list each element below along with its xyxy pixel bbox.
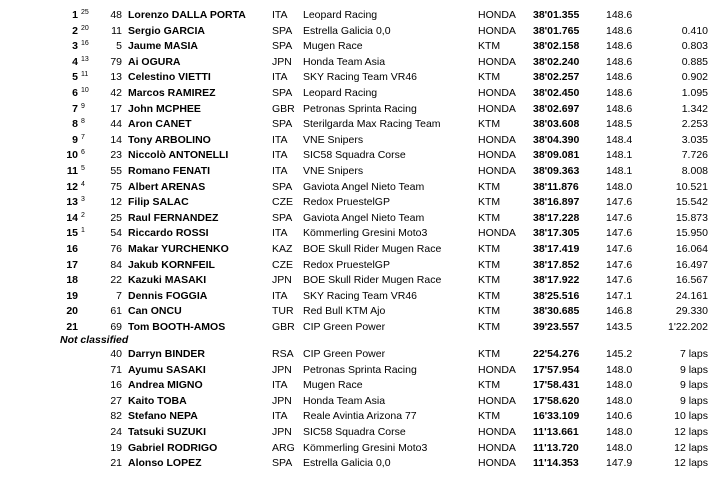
rider-name: Aron CANET xyxy=(128,118,192,131)
team-name: SKY Racing Team VR46 xyxy=(303,71,418,84)
team-name: Estrella Galicia 0,0 xyxy=(303,24,391,37)
nation: ITA xyxy=(272,133,288,146)
nation: ITA xyxy=(272,410,288,423)
result-row xyxy=(0,226,726,241)
motorcycle: KTM xyxy=(478,243,501,255)
position: 16 xyxy=(66,243,78,255)
rider-name: Kazuki MASAKI xyxy=(128,274,207,287)
rider-name: Raul FERNANDEZ xyxy=(128,211,219,224)
gap: 15.542 xyxy=(675,196,708,209)
rider-number: 55 xyxy=(110,165,122,177)
result-row xyxy=(0,148,726,163)
result-row xyxy=(0,273,726,288)
average-speed: 148.6 xyxy=(606,24,633,37)
race-time: 11'13.661 xyxy=(533,426,579,438)
nation: SPA xyxy=(272,24,293,37)
team-name: Leopard Racing xyxy=(303,87,378,99)
result-row xyxy=(0,102,726,117)
position: 18 xyxy=(66,274,78,287)
nation: CZE xyxy=(272,258,293,271)
gap: 2.253 xyxy=(681,118,708,131)
position: 8 xyxy=(72,118,78,131)
race-time: 38'03.608 xyxy=(533,118,580,131)
rider-name: Can ONCU xyxy=(128,305,182,318)
motorcycle: HONDA xyxy=(478,87,516,99)
nation: JPN xyxy=(272,426,292,438)
grid-position: 6 xyxy=(81,149,85,157)
average-speed: 147.6 xyxy=(606,227,633,240)
gap: 7 laps xyxy=(679,348,708,360)
result-row xyxy=(0,378,726,393)
motorcycle: KTM xyxy=(478,258,501,271)
motorcycle: KTM xyxy=(478,379,501,392)
motorcycle: KTM xyxy=(478,71,501,84)
grid-position: 4 xyxy=(81,180,85,188)
average-speed: 147.1 xyxy=(606,289,633,302)
motorcycle: HONDA xyxy=(478,24,516,37)
rider-number: 27 xyxy=(110,394,122,407)
gap: 1.342 xyxy=(681,102,708,115)
result-row xyxy=(0,304,726,319)
rider-number: 79 xyxy=(110,55,122,68)
gap: 12 laps xyxy=(674,457,708,470)
position: 11 xyxy=(66,165,78,177)
result-row xyxy=(0,347,726,362)
team-name: CIP Green Power xyxy=(303,348,386,360)
rider-name: Jakub KORNFEIL xyxy=(128,258,215,271)
rider-number: 14 xyxy=(110,133,122,146)
race-time: 39'23.557 xyxy=(533,321,580,333)
rider-name: Romano FENATI xyxy=(128,165,211,177)
average-speed: 148.6 xyxy=(606,71,633,84)
motorcycle: HONDA xyxy=(478,426,516,438)
position: 2 xyxy=(72,24,78,37)
motorcycle: KTM xyxy=(478,274,501,287)
race-time: 38'02.450 xyxy=(533,87,580,99)
gap: 15.950 xyxy=(675,227,708,240)
team-name: Redox PruestelGP xyxy=(303,258,390,271)
nation: ITA xyxy=(272,289,288,302)
position: 4 xyxy=(72,55,78,68)
team-name: Kömmerling Gresini Moto3 xyxy=(303,227,428,240)
race-time: 38'01.765 xyxy=(533,24,580,37)
rider-number: 17 xyxy=(110,102,122,115)
nation: SPA xyxy=(272,180,293,193)
team-name: SIC58 Squadra Corse xyxy=(303,426,406,438)
average-speed: 148.0 xyxy=(606,363,633,376)
result-row xyxy=(0,180,726,195)
nation: TUR xyxy=(272,305,294,318)
team-name: Honda Team Asia xyxy=(303,55,386,68)
result-row xyxy=(0,86,726,101)
average-speed: 145.2 xyxy=(606,348,633,360)
result-row xyxy=(0,195,726,210)
rider-name: Niccolò ANTONELLI xyxy=(128,149,229,162)
motorcycle: KTM xyxy=(478,180,501,193)
position: 21 xyxy=(66,321,78,333)
team-name: Petronas Sprinta Racing xyxy=(303,363,417,376)
rider-name: Filip SALAC xyxy=(128,196,189,209)
grid-position: 20 xyxy=(81,24,89,32)
average-speed: 143.5 xyxy=(606,321,633,333)
motorcycle: HONDA xyxy=(478,227,516,240)
team-name: BOE Skull Rider Mugen Race xyxy=(303,243,442,255)
race-time: 38'17.305 xyxy=(533,227,580,240)
average-speed: 148.6 xyxy=(606,102,633,115)
rider-name: Andrea MIGNO xyxy=(128,379,203,392)
rider-number: 69 xyxy=(110,321,122,333)
gap: 1'22.202 xyxy=(668,321,708,333)
motorcycle: HONDA xyxy=(478,441,516,454)
gap: 9 laps xyxy=(679,379,708,392)
average-speed: 148.6 xyxy=(606,9,633,21)
race-time: 16'33.109 xyxy=(533,410,580,423)
nation: ITA xyxy=(272,379,288,392)
average-speed: 148.6 xyxy=(606,55,633,68)
rider-name: Lorenzo DALLA PORTA xyxy=(128,9,246,21)
rider-number: 24 xyxy=(110,426,122,438)
motorcycle: HONDA xyxy=(478,149,516,162)
race-time: 38'30.685 xyxy=(533,305,580,318)
position: 14 xyxy=(66,211,78,224)
race-time: 38'17.228 xyxy=(533,211,580,224)
rider-name: Dennis FOGGIA xyxy=(128,289,208,302)
nation: JPN xyxy=(272,274,292,287)
motorcycle: KTM xyxy=(478,118,501,131)
motorcycle: KTM xyxy=(478,211,501,224)
gap: 12 laps xyxy=(674,426,708,438)
race-time: 38'11.876 xyxy=(533,180,579,193)
motorcycle: KTM xyxy=(478,321,501,333)
result-row xyxy=(0,70,726,85)
race-time: 38'17.922 xyxy=(533,274,580,287)
position: 19 xyxy=(66,289,78,302)
motorcycle: KTM xyxy=(478,196,501,209)
grid-position: 5 xyxy=(81,165,85,172)
result-row xyxy=(0,117,726,132)
gap: 8.008 xyxy=(681,165,708,177)
rider-name: Darryn BINDER xyxy=(128,348,206,360)
average-speed: 147.6 xyxy=(606,196,633,209)
position: 9 xyxy=(72,133,78,146)
nation: GBR xyxy=(272,102,295,115)
rider-number: 42 xyxy=(110,87,122,99)
position: 12 xyxy=(66,180,78,193)
position: 5 xyxy=(72,71,78,84)
average-speed: 148.0 xyxy=(606,180,633,193)
race-time: 38'09.363 xyxy=(533,165,580,177)
team-name: Red Bull KTM Ajo xyxy=(303,305,386,318)
nation: ITA xyxy=(272,71,288,84)
race-time: 11'13.720 xyxy=(533,441,579,454)
result-row xyxy=(0,8,726,23)
grid-position: 9 xyxy=(81,102,85,110)
average-speed: 148.0 xyxy=(606,441,633,454)
nation: ITA xyxy=(272,165,288,177)
rider-number: 19 xyxy=(110,441,122,454)
grid-position: 11 xyxy=(81,71,89,79)
result-row xyxy=(0,164,726,179)
gap: 16.064 xyxy=(675,243,708,255)
team-name: Estrella Galicia 0,0 xyxy=(303,457,391,470)
nation: SPA xyxy=(272,87,293,99)
race-time: 38'02.697 xyxy=(533,102,580,115)
rider-number: 75 xyxy=(110,180,122,193)
average-speed: 148.6 xyxy=(606,87,633,99)
gap: 0.410 xyxy=(681,24,708,37)
nation: CZE xyxy=(272,196,293,209)
motorcycle: KTM xyxy=(478,40,501,53)
gap: 3.035 xyxy=(681,133,708,146)
gap: 0.803 xyxy=(681,40,708,53)
race-time: 38'01.355 xyxy=(533,9,580,21)
position: 1 xyxy=(72,9,78,21)
result-row xyxy=(0,55,726,70)
rider-name: Jaume MASIA xyxy=(128,40,199,53)
average-speed: 147.6 xyxy=(606,211,633,224)
grid-position: 10 xyxy=(81,87,89,94)
result-row xyxy=(0,24,726,39)
motorcycle: KTM xyxy=(478,289,501,302)
rider-number: 71 xyxy=(110,363,122,376)
nation: KAZ xyxy=(272,243,293,255)
rider-number: 84 xyxy=(110,258,122,271)
grid-position: 13 xyxy=(81,55,89,63)
rider-name: Gabriel RODRIGO xyxy=(128,441,218,454)
nation: ITA xyxy=(272,9,288,21)
rider-name: Stefano NEPA xyxy=(128,410,198,423)
grid-position: 2 xyxy=(81,211,85,219)
position: 3 xyxy=(72,40,78,53)
rider-number: 22 xyxy=(110,274,122,287)
nation: ARG xyxy=(272,441,295,454)
rider-name: Tom BOOTH-AMOS xyxy=(128,321,226,333)
gap: 0.902 xyxy=(681,71,708,84)
race-time: 38'17.852 xyxy=(533,258,580,271)
rider-name: Celestino VIETTI xyxy=(128,71,211,84)
motorcycle: HONDA xyxy=(478,102,516,115)
motorcycle: HONDA xyxy=(478,457,516,470)
rider-number: 54 xyxy=(110,227,122,240)
average-speed: 147.6 xyxy=(606,258,633,271)
rider-number: 16 xyxy=(110,379,122,392)
race-time: 38'16.897 xyxy=(533,196,580,209)
motorcycle: HONDA xyxy=(478,9,516,21)
result-row xyxy=(0,39,726,54)
nation: JPN xyxy=(272,363,292,376)
nation: RSA xyxy=(272,348,294,360)
gap: 15.873 xyxy=(675,211,708,224)
not-classified-heading: Not classified xyxy=(60,334,129,346)
rider-name: Riccardo ROSSI xyxy=(128,227,209,240)
grid-position: 8 xyxy=(81,118,85,126)
team-name: Mugen Race xyxy=(303,379,363,392)
team-name: Honda Team Asia xyxy=(303,394,386,407)
average-speed: 148.1 xyxy=(606,165,633,177)
result-row xyxy=(0,242,726,257)
result-row xyxy=(0,258,726,273)
nation: ITA xyxy=(272,227,288,240)
nation: SPA xyxy=(272,40,293,53)
race-time: 38'02.257 xyxy=(533,71,580,84)
grid-position: 7 xyxy=(81,133,85,141)
team-name: SIC58 Squadra Corse xyxy=(303,149,406,162)
race-time: 11'14.353 xyxy=(533,457,579,470)
rider-name: Tony ARBOLINO xyxy=(128,133,211,146)
rider-name: Ayumu SASAKI xyxy=(128,363,206,376)
grid-position: 25 xyxy=(81,9,89,16)
rider-number: 44 xyxy=(110,118,122,131)
result-row xyxy=(0,425,726,440)
rider-number: 7 xyxy=(116,289,122,302)
motorcycle: HONDA xyxy=(478,394,516,407)
nation: JPN xyxy=(272,394,292,407)
team-name: Sterilgarda Max Racing Team xyxy=(303,118,441,131)
nation: SPA xyxy=(272,211,293,224)
rider-number: 12 xyxy=(110,196,122,209)
gap: 16.567 xyxy=(675,274,708,287)
gap: 10.521 xyxy=(675,180,708,193)
rider-number: 25 xyxy=(110,211,122,224)
rider-number: 23 xyxy=(110,149,122,162)
rider-number: 40 xyxy=(110,348,122,360)
rider-name: Makar YURCHENKO xyxy=(128,243,229,255)
gap: 29.330 xyxy=(675,305,708,318)
team-name: VNE Snipers xyxy=(303,165,364,177)
motorcycle: HONDA xyxy=(478,363,516,376)
rider-number: 82 xyxy=(110,410,122,423)
race-time: 17'58.431 xyxy=(533,379,580,392)
team-name: Leopard Racing xyxy=(303,9,378,21)
motorcycle: HONDA xyxy=(478,165,516,177)
grid-position: 16 xyxy=(81,40,89,48)
result-row xyxy=(0,456,726,471)
gap: 9 laps xyxy=(679,394,708,407)
rider-name: Kaito TOBA xyxy=(128,394,187,407)
race-time: 17'58.620 xyxy=(533,394,580,407)
gap: 9 laps xyxy=(679,363,708,376)
team-name: Reale Avintia Arizona 77 xyxy=(303,410,417,423)
average-speed: 148.6 xyxy=(606,40,633,53)
result-row xyxy=(0,211,726,226)
average-speed: 140.6 xyxy=(606,410,633,423)
rider-number: 48 xyxy=(110,9,122,21)
result-row xyxy=(0,441,726,456)
race-time: 38'02.240 xyxy=(533,55,580,68)
rider-name: Albert ARENAS xyxy=(128,180,206,193)
team-name: Mugen Race xyxy=(303,40,363,53)
position: 17 xyxy=(66,258,78,271)
race-time: 22'54.276 xyxy=(533,348,580,360)
average-speed: 148.0 xyxy=(606,394,633,407)
nation: SPA xyxy=(272,457,293,470)
average-speed: 148.5 xyxy=(606,118,633,131)
rider-number: 21 xyxy=(110,457,122,470)
rider-number: 13 xyxy=(110,71,122,84)
grid-position: 3 xyxy=(81,196,85,204)
gap: 0.885 xyxy=(681,55,708,68)
gap: 12 laps xyxy=(674,441,708,454)
team-name: Gaviota Angel Nieto Team xyxy=(303,180,425,193)
rider-number: 61 xyxy=(110,305,122,318)
team-name: Kömmerling Gresini Moto3 xyxy=(303,441,428,454)
gap: 10 laps xyxy=(674,410,708,423)
race-time: 38'25.516 xyxy=(533,289,580,302)
rider-name: Alonso LOPEZ xyxy=(128,457,202,470)
grid-position: 1 xyxy=(81,227,85,235)
team-name: SKY Racing Team VR46 xyxy=(303,289,418,302)
motorcycle: KTM xyxy=(478,305,501,318)
race-time: 38'04.390 xyxy=(533,133,580,146)
motorcycle: KTM xyxy=(478,410,501,423)
team-name: Redox PruestelGP xyxy=(303,196,390,209)
nation: ITA xyxy=(272,149,288,162)
nation: SPA xyxy=(272,118,293,131)
team-name: Petronas Sprinta Racing xyxy=(303,102,417,115)
rider-name: Ai OGURA xyxy=(128,55,181,68)
average-speed: 147.9 xyxy=(606,457,633,470)
average-speed: 148.4 xyxy=(606,133,633,146)
race-time: 17'57.954 xyxy=(533,363,580,376)
position: 7 xyxy=(72,102,78,115)
motorcycle: HONDA xyxy=(478,55,516,68)
result-row xyxy=(0,409,726,424)
rider-name: Marcos RAMIREZ xyxy=(128,87,216,99)
position: 6 xyxy=(72,87,78,99)
team-name: Gaviota Angel Nieto Team xyxy=(303,211,425,224)
average-speed: 146.8 xyxy=(606,305,633,318)
race-time: 38'02.158 xyxy=(533,40,580,53)
position: 10 xyxy=(66,149,78,162)
average-speed: 148.0 xyxy=(606,379,633,392)
result-row xyxy=(0,394,726,409)
team-name: VNE Snipers xyxy=(303,133,364,146)
average-speed: 147.6 xyxy=(606,274,633,287)
rider-number: 5 xyxy=(116,40,122,53)
average-speed: 148.0 xyxy=(606,426,633,438)
team-name: CIP Green Power xyxy=(303,321,386,333)
nation: JPN xyxy=(272,55,292,68)
rider-number: 11 xyxy=(111,24,122,37)
result-row xyxy=(0,133,726,148)
position: 13 xyxy=(66,196,78,209)
gap: 16.497 xyxy=(675,258,708,271)
average-speed: 148.1 xyxy=(606,149,633,162)
average-speed: 147.6 xyxy=(606,243,633,255)
gap: 24.161 xyxy=(675,289,708,302)
race-time: 38'09.081 xyxy=(533,149,580,162)
motorcycle: HONDA xyxy=(478,133,516,146)
result-row xyxy=(0,363,726,378)
rider-name: John MCPHEE xyxy=(128,102,201,115)
motorcycle: KTM xyxy=(478,348,501,360)
race-time: 38'17.419 xyxy=(533,243,580,255)
gap: 1.095 xyxy=(681,87,708,99)
gap: 7.726 xyxy=(681,149,708,162)
position: 20 xyxy=(66,305,78,318)
rider-number: 76 xyxy=(110,243,122,255)
position: 15 xyxy=(66,227,78,240)
rider-name: Tatsuki SUZUKI xyxy=(128,426,206,438)
result-row xyxy=(0,289,726,304)
rider-name: Sergio GARCIA xyxy=(128,24,206,37)
nation: GBR xyxy=(272,321,295,333)
team-name: BOE Skull Rider Mugen Race xyxy=(303,274,442,287)
